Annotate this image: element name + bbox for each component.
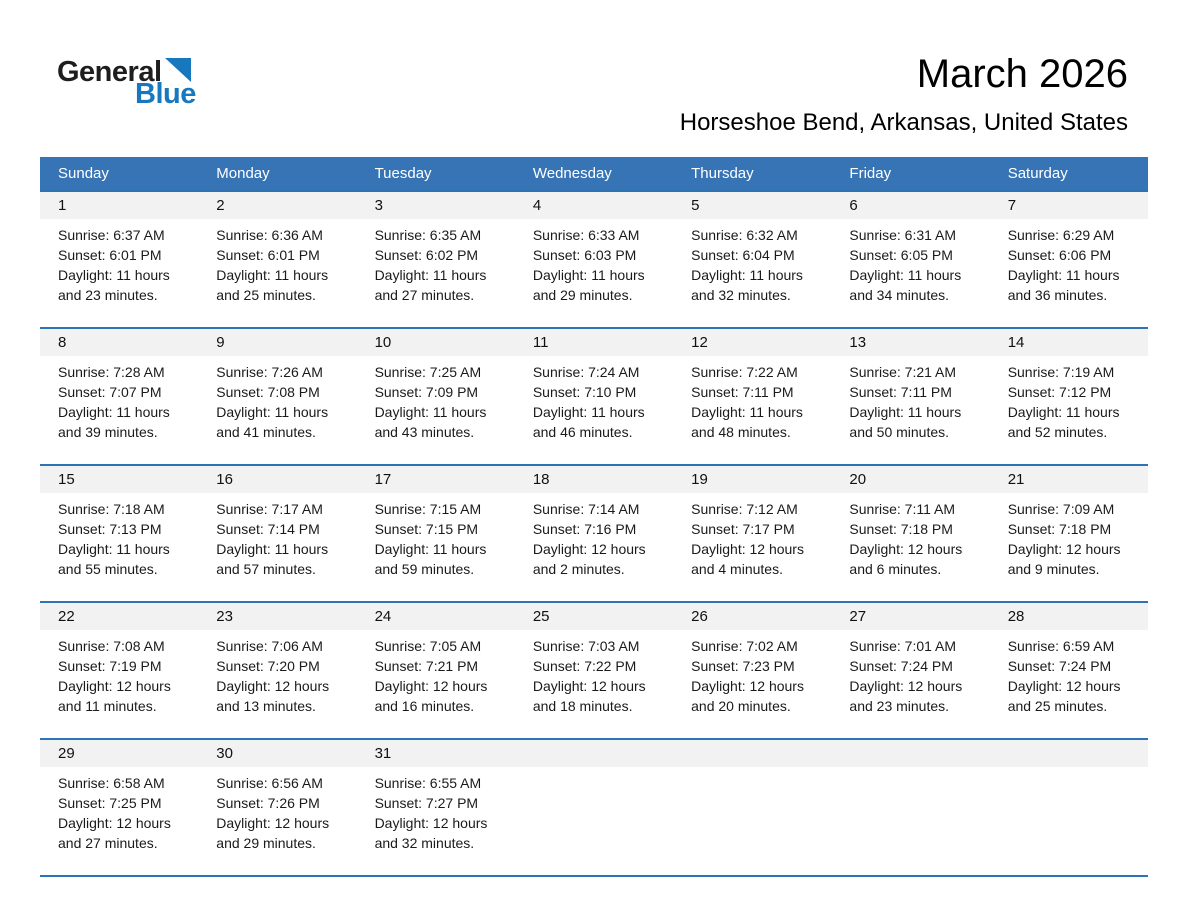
daylight-text: Daylight: 11 hours and 52 minutes. xyxy=(1007,404,1120,440)
daylight-text: Daylight: 12 hours and 27 minutes. xyxy=(58,815,171,851)
calendar-cell-day-7 xyxy=(990,192,1148,327)
sunrise-text: Sunrise: 7:14 AM xyxy=(532,501,640,517)
daylight-text: Daylight: 11 hours and 57 minutes. xyxy=(216,541,329,577)
calendar-cell-empty xyxy=(990,740,1148,875)
day-details xyxy=(357,219,515,327)
calendar-week-row xyxy=(40,464,1148,601)
daylight-text: Daylight: 11 hours and 36 minutes. xyxy=(1007,267,1120,303)
sunrise-text: Sunrise: 6:36 AM xyxy=(216,227,323,243)
day-number: 28 xyxy=(990,603,1148,630)
day-details xyxy=(198,493,356,601)
sunset-text: Sunset: 7:27 PM xyxy=(374,795,479,811)
daylight-text: Daylight: 12 hours and 23 minutes. xyxy=(849,678,963,714)
sunset-text: Sunset: 6:01 PM xyxy=(216,247,320,263)
calendar-cell-day-29 xyxy=(40,740,198,875)
calendar-cell-day-1 xyxy=(40,192,198,327)
day-number: 24 xyxy=(357,603,515,630)
day-number xyxy=(673,740,831,767)
sunrise-text: Sunrise: 7:11 AM xyxy=(849,501,955,517)
daylight-text: Daylight: 12 hours and 32 minutes. xyxy=(374,815,488,851)
weekday-header-wednesday: Wednesday xyxy=(532,165,612,182)
sunrise-text: Sunrise: 7:03 AM xyxy=(532,638,640,654)
logo-blue-text: Blue xyxy=(135,78,196,110)
calendar-cell-empty xyxy=(515,740,673,875)
sunrise-text: Sunrise: 7:09 AM xyxy=(1007,501,1115,517)
sunrise-text: Sunrise: 7:05 AM xyxy=(374,638,482,654)
day-details xyxy=(990,219,1148,327)
calendar-cell-day-14 xyxy=(990,329,1148,464)
month-title: March 2026 xyxy=(916,52,1128,96)
day-number: 12 xyxy=(673,329,831,356)
day-details xyxy=(40,356,198,464)
day-details xyxy=(831,356,989,464)
day-number xyxy=(990,740,1148,767)
calendar-cell-day-13 xyxy=(831,329,989,464)
sunrise-text: Sunrise: 7:08 AM xyxy=(58,638,165,654)
day-details xyxy=(357,630,515,738)
daylight-text: Daylight: 11 hours and 39 minutes. xyxy=(58,404,170,440)
sunset-text: Sunset: 7:11 PM xyxy=(691,384,794,400)
general-blue-logo xyxy=(57,58,196,109)
day-details xyxy=(673,630,831,738)
day-number: 8 xyxy=(40,329,198,356)
calendar-cell-day-2 xyxy=(198,192,356,327)
calendar-week-row xyxy=(40,601,1148,738)
calendar-cell-day-6 xyxy=(831,192,989,327)
calendar-cell-day-18 xyxy=(515,466,673,601)
daylight-text: Daylight: 12 hours and 25 minutes. xyxy=(1007,678,1121,714)
day-details xyxy=(831,219,989,327)
day-details xyxy=(198,219,356,327)
calendar-cell-day-16 xyxy=(198,466,356,601)
day-details xyxy=(515,630,673,738)
sunrise-text: Sunrise: 6:37 AM xyxy=(58,227,165,243)
day-number: 17 xyxy=(357,466,515,493)
sunset-text: Sunset: 7:09 PM xyxy=(374,384,479,400)
day-details xyxy=(673,767,831,875)
day-details xyxy=(515,493,673,601)
day-number: 27 xyxy=(831,603,989,630)
sunrise-text: Sunrise: 7:01 AM xyxy=(849,638,957,654)
day-number: 16 xyxy=(198,466,356,493)
sunrise-text: Sunrise: 7:25 AM xyxy=(374,364,482,380)
sunrise-text: Sunrise: 7:17 AM xyxy=(216,501,323,517)
day-details xyxy=(40,630,198,738)
daylight-text: Daylight: 11 hours and 48 minutes. xyxy=(691,404,803,440)
day-details xyxy=(673,219,831,327)
calendar-cell-day-26 xyxy=(673,603,831,738)
day-number: 11 xyxy=(515,329,673,356)
weekday-header-friday: Friday xyxy=(849,165,892,182)
day-details xyxy=(515,356,673,464)
calendar-cell-day-4 xyxy=(515,192,673,327)
daylight-text: Daylight: 11 hours and 32 minutes. xyxy=(691,267,803,303)
sunset-text: Sunset: 6:05 PM xyxy=(849,247,953,263)
day-details xyxy=(357,767,515,875)
sunset-text: Sunset: 6:02 PM xyxy=(374,247,479,263)
sunset-text: Sunset: 7:21 PM xyxy=(374,658,479,674)
logo-general-text: General xyxy=(57,56,162,88)
calendar-cell-day-9 xyxy=(198,329,356,464)
day-details xyxy=(990,493,1148,601)
sunrise-text: Sunrise: 7:24 AM xyxy=(532,364,640,380)
location-subtitle: Horseshoe Bend, Arkansas, United States xyxy=(679,109,1128,136)
weekday-header-tuesday: Tuesday xyxy=(374,165,432,182)
day-number: 18 xyxy=(515,466,673,493)
sunset-text: Sunset: 7:13 PM xyxy=(58,521,162,537)
calendar-cell-day-28 xyxy=(990,603,1148,738)
sunrise-text: Sunrise: 6:29 AM xyxy=(1007,227,1115,243)
daylight-text: Daylight: 12 hours and 11 minutes. xyxy=(58,678,171,714)
daylight-text: Daylight: 11 hours and 55 minutes. xyxy=(58,541,170,577)
day-details xyxy=(198,767,356,875)
sunset-text: Sunset: 7:23 PM xyxy=(691,658,795,674)
weekday-header-sunday: Sunday xyxy=(58,165,109,182)
day-details xyxy=(831,493,989,601)
calendar-cell-empty xyxy=(673,740,831,875)
sunset-text: Sunset: 7:07 PM xyxy=(58,384,162,400)
daylight-text: Daylight: 11 hours and 34 minutes. xyxy=(849,267,962,303)
daylight-text: Daylight: 11 hours and 25 minutes. xyxy=(216,267,329,303)
daylight-text: Daylight: 11 hours and 27 minutes. xyxy=(374,267,487,303)
calendar-week-row xyxy=(40,327,1148,464)
day-details xyxy=(515,219,673,327)
sunset-text: Sunset: 7:10 PM xyxy=(532,384,637,400)
sunrise-text: Sunrise: 7:26 AM xyxy=(216,364,323,380)
sunset-text: Sunset: 7:12 PM xyxy=(1007,384,1112,400)
daylight-text: Daylight: 11 hours and 59 minutes. xyxy=(374,541,487,577)
day-details xyxy=(198,630,356,738)
sunset-text: Sunset: 7:11 PM xyxy=(849,384,952,400)
calendar-cell-day-19 xyxy=(673,466,831,601)
sunset-text: Sunset: 7:16 PM xyxy=(532,521,637,537)
day-number xyxy=(515,740,673,767)
day-details xyxy=(831,767,989,875)
daylight-text: Daylight: 11 hours and 46 minutes. xyxy=(532,404,645,440)
calendar-table xyxy=(40,157,1148,877)
sunrise-text: Sunrise: 6:35 AM xyxy=(374,227,482,243)
sunset-text: Sunset: 7:24 PM xyxy=(849,658,953,674)
day-number: 23 xyxy=(198,603,356,630)
sunrise-text: Sunrise: 7:21 AM xyxy=(849,364,957,380)
sunset-text: Sunset: 6:01 PM xyxy=(58,247,162,263)
day-number: 5 xyxy=(673,192,831,219)
weekday-header-monday: Monday xyxy=(216,165,270,182)
sunset-text: Sunset: 7:18 PM xyxy=(1007,521,1112,537)
calendar-cell-day-30 xyxy=(198,740,356,875)
day-number: 31 xyxy=(357,740,515,767)
sunset-text: Sunset: 7:22 PM xyxy=(532,658,637,674)
calendar-cell-empty xyxy=(831,740,989,875)
sunrise-text: Sunrise: 7:02 AM xyxy=(691,638,798,654)
sunset-text: Sunset: 6:06 PM xyxy=(1007,247,1112,263)
day-details xyxy=(40,493,198,601)
sunrise-text: Sunrise: 6:58 AM xyxy=(58,775,165,791)
sunrise-text: Sunrise: 7:06 AM xyxy=(216,638,323,654)
day-number: 10 xyxy=(357,329,515,356)
sunset-text: Sunset: 7:20 PM xyxy=(216,658,320,674)
calendar-cell-day-12 xyxy=(673,329,831,464)
calendar-cell-day-23 xyxy=(198,603,356,738)
weekday-header-row xyxy=(40,157,1148,190)
calendar-cell-day-21 xyxy=(990,466,1148,601)
day-number: 22 xyxy=(40,603,198,630)
calendar-cell-day-25 xyxy=(515,603,673,738)
sunrise-text: Sunrise: 6:55 AM xyxy=(374,775,482,791)
sunset-text: Sunset: 7:26 PM xyxy=(216,795,320,811)
calendar-cell-day-8 xyxy=(40,329,198,464)
calendar-cell-day-10 xyxy=(357,329,515,464)
calendar-cell-day-24 xyxy=(357,603,515,738)
sunrise-text: Sunrise: 6:33 AM xyxy=(532,227,640,243)
day-number: 3 xyxy=(357,192,515,219)
sunset-text: Sunset: 6:04 PM xyxy=(691,247,795,263)
daylight-text: Daylight: 12 hours and 9 minutes. xyxy=(1007,541,1121,577)
day-number: 6 xyxy=(831,192,989,219)
sunset-text: Sunset: 7:25 PM xyxy=(58,795,162,811)
sunrise-text: Sunrise: 7:22 AM xyxy=(691,364,798,380)
day-number: 30 xyxy=(198,740,356,767)
calendar-cell-day-31 xyxy=(357,740,515,875)
day-number: 19 xyxy=(673,466,831,493)
sunset-text: Sunset: 7:24 PM xyxy=(1007,658,1112,674)
calendar-cell-day-3 xyxy=(357,192,515,327)
day-number: 4 xyxy=(515,192,673,219)
calendar-cell-day-15 xyxy=(40,466,198,601)
day-details xyxy=(357,356,515,464)
daylight-text: Daylight: 11 hours and 23 minutes. xyxy=(58,267,170,303)
daylight-text: Daylight: 12 hours and 29 minutes. xyxy=(216,815,330,851)
daylight-text: Daylight: 12 hours and 18 minutes. xyxy=(532,678,646,714)
weekday-header-thursday: Thursday xyxy=(691,165,754,182)
day-number: 15 xyxy=(40,466,198,493)
calendar-cell-day-17 xyxy=(357,466,515,601)
day-details xyxy=(990,767,1148,875)
day-details xyxy=(673,493,831,601)
calendar-cell-day-5 xyxy=(673,192,831,327)
sunrise-text: Sunrise: 6:59 AM xyxy=(1007,638,1115,654)
day-number: 26 xyxy=(673,603,831,630)
calendar-week-row xyxy=(40,190,1148,327)
calendar-cell-day-22 xyxy=(40,603,198,738)
sunset-text: Sunset: 7:14 PM xyxy=(216,521,320,537)
day-number: 13 xyxy=(831,329,989,356)
sunset-text: Sunset: 7:19 PM xyxy=(58,658,162,674)
sunrise-text: Sunrise: 7:28 AM xyxy=(58,364,165,380)
day-number: 7 xyxy=(990,192,1148,219)
day-number: 20 xyxy=(831,466,989,493)
day-details xyxy=(515,767,673,875)
day-number: 14 xyxy=(990,329,1148,356)
daylight-text: Daylight: 12 hours and 4 minutes. xyxy=(691,541,804,577)
page-header xyxy=(0,0,1188,157)
calendar-week-row xyxy=(40,738,1148,875)
calendar-cell-day-20 xyxy=(831,466,989,601)
daylight-text: Daylight: 11 hours and 43 minutes. xyxy=(374,404,487,440)
day-details xyxy=(40,219,198,327)
daylight-text: Daylight: 12 hours and 16 minutes. xyxy=(374,678,488,714)
day-details xyxy=(198,356,356,464)
sunset-text: Sunset: 6:03 PM xyxy=(532,247,637,263)
sunrise-text: Sunrise: 6:31 AM xyxy=(849,227,957,243)
sunset-text: Sunset: 7:08 PM xyxy=(216,384,320,400)
day-number: 21 xyxy=(990,466,1148,493)
daylight-text: Daylight: 11 hours and 41 minutes. xyxy=(216,404,329,440)
daylight-text: Daylight: 11 hours and 50 minutes. xyxy=(849,404,962,440)
day-number: 2 xyxy=(198,192,356,219)
sunrise-text: Sunrise: 6:32 AM xyxy=(691,227,798,243)
day-number: 1 xyxy=(40,192,198,219)
title-block xyxy=(680,52,1128,137)
day-details xyxy=(990,356,1148,464)
day-details xyxy=(831,630,989,738)
day-number: 29 xyxy=(40,740,198,767)
daylight-text: Daylight: 11 hours and 29 minutes. xyxy=(532,267,645,303)
sunset-text: Sunset: 7:15 PM xyxy=(374,521,479,537)
sunset-text: Sunset: 7:17 PM xyxy=(691,521,795,537)
day-details xyxy=(40,767,198,875)
calendar-cell-day-27 xyxy=(831,603,989,738)
sunset-text: Sunset: 7:18 PM xyxy=(849,521,953,537)
day-details xyxy=(990,630,1148,738)
daylight-text: Daylight: 12 hours and 20 minutes. xyxy=(691,678,804,714)
daylight-text: Daylight: 12 hours and 13 minutes. xyxy=(216,678,330,714)
day-details xyxy=(673,356,831,464)
calendar-weeks xyxy=(40,190,1148,875)
sunrise-text: Sunrise: 6:56 AM xyxy=(216,775,323,791)
daylight-text: Daylight: 12 hours and 6 minutes. xyxy=(849,541,963,577)
sunrise-text: Sunrise: 7:18 AM xyxy=(58,501,165,517)
sunrise-text: Sunrise: 7:15 AM xyxy=(374,501,482,517)
sunrise-text: Sunrise: 7:19 AM xyxy=(1007,364,1115,380)
day-number xyxy=(831,740,989,767)
day-details xyxy=(357,493,515,601)
day-number: 25 xyxy=(515,603,673,630)
weekday-header-saturday: Saturday xyxy=(1007,165,1068,182)
sunrise-text: Sunrise: 7:12 AM xyxy=(691,501,798,517)
calendar-cell-day-11 xyxy=(515,329,673,464)
daylight-text: Daylight: 12 hours and 2 minutes. xyxy=(532,541,646,577)
day-number: 9 xyxy=(198,329,356,356)
